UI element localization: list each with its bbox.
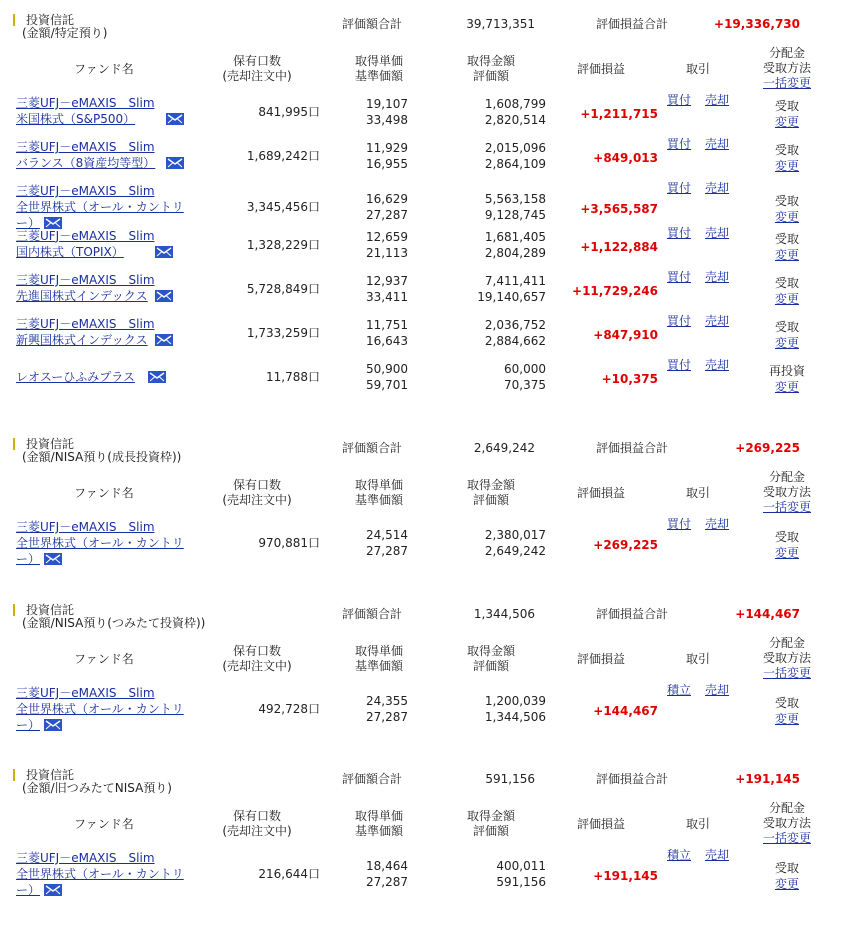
holding-units: 970,881口 [258, 536, 320, 550]
fund-name-link[interactable]: 米国株式（S&P500） [16, 112, 136, 126]
sell-link[interactable]: 売却 [705, 93, 730, 107]
sell-link[interactable]: 売却 [705, 848, 730, 862]
col-dist-method: 受取方法 [762, 816, 811, 830]
col-base-price: 基準価額 [354, 824, 403, 838]
dist-bulk-change-link[interactable]: 一括変更 [762, 500, 811, 514]
dist-method-value: 受取 [774, 99, 799, 113]
col-cost-amount: 取得金額 [466, 644, 515, 658]
mail-icon[interactable] [148, 371, 166, 383]
eval-amount: 9,128,745 [484, 208, 546, 223]
holding-units: 492,728口 [258, 702, 320, 716]
cost-unit-price: 18,464 [366, 859, 408, 873]
cost-unit-price: 16,629 [366, 192, 408, 207]
fund-name-link[interactable]: 三菱UFJ－eMAXIS Slim [16, 272, 155, 287]
col-dist: 分配金 [768, 470, 805, 484]
col-gain: 評価損益 [577, 652, 626, 666]
cost-amount: 1,608,799 [484, 97, 546, 111]
base-price: 16,643 [366, 334, 408, 348]
base-price: 27,287 [366, 544, 408, 558]
fund-name-link[interactable]: 全世界株式（オール・カントリ [16, 200, 184, 215]
fund-name-link[interactable]: ー） [16, 552, 41, 566]
fund-name-link[interactable]: 三菱UFJ－eMAXIS Slim [16, 851, 155, 865]
eval-amount: 591,156 [496, 875, 546, 889]
col-cost-amount: 取得金額 [466, 809, 515, 823]
col-gain: 評価損益 [577, 62, 626, 76]
total-gain-value: +144,467 [735, 607, 800, 621]
cost-unit-price: 50,900 [366, 362, 408, 377]
total-eval-label: 評価額合計 [342, 607, 403, 621]
holding-units: 216,644口 [258, 867, 320, 881]
eval-amount: 2,864,109 [484, 157, 546, 172]
total-eval-label: 評価額合計 [342, 441, 403, 455]
fund-name-link[interactable]: ー） [16, 216, 41, 231]
mail-icon[interactable] [166, 113, 184, 125]
fund-name-link[interactable]: 新興国株式インデックス [16, 333, 148, 347]
dist-change-link[interactable]: 変更 [774, 210, 799, 225]
fund-name-link[interactable]: 三菱UFJ－eMAXIS Slim [16, 184, 155, 199]
total-eval-value: 39,713,351 [466, 17, 535, 31]
section-marker [13, 438, 15, 450]
total-eval-value: 591,156 [485, 772, 535, 786]
dist-change-link[interactable]: 変更 [774, 115, 799, 129]
holding-units: 1,733,259口 [246, 326, 320, 340]
cost-amount: 1,200,039 [484, 694, 546, 708]
cost-amount: 5,563,158 [484, 192, 546, 207]
dist-method-value: 受取 [774, 320, 799, 334]
section-marker [13, 14, 15, 26]
col-cost-price: 取得単価 [354, 54, 403, 68]
fund-name-link[interactable]: 全世界株式（オール・カントリ [16, 702, 184, 716]
cost-unit-price: 24,355 [366, 694, 408, 708]
dist-method-value: 受取 [774, 194, 799, 209]
eval-amount: 2,820,514 [484, 113, 546, 127]
col-eval-amount: 評価額 [472, 493, 509, 507]
col-fund-name: ファンド名 [74, 817, 134, 831]
col-fund-name: ファンド名 [74, 652, 134, 666]
cost-unit-price: 24,514 [366, 528, 408, 542]
base-price: 33,411 [366, 289, 408, 304]
buy-link[interactable]: 買付 [667, 269, 692, 284]
base-price: 27,287 [366, 875, 408, 889]
dist-change-link[interactable]: 変更 [774, 712, 799, 726]
fund-name-link[interactable]: バランス（8資産均等型） [16, 156, 156, 171]
eval-amount: 2,884,662 [484, 334, 546, 348]
sell-link[interactable]: 売却 [705, 517, 730, 531]
col-eval-amount: 評価額 [472, 824, 509, 838]
col-units: 保有口数 [232, 809, 281, 823]
dist-change-link[interactable]: 変更 [774, 159, 799, 174]
sell-link[interactable]: 売却 [705, 358, 730, 373]
holding-units: 1,689,242口 [246, 149, 320, 164]
col-eval-amount: 評価額 [472, 69, 509, 83]
cost-amount: 2,380,017 [484, 528, 546, 542]
holding-units: 11,788口 [266, 370, 320, 385]
gain-value: +10,375 [601, 372, 658, 387]
eval-amount: 70,375 [504, 378, 546, 393]
base-price: 27,287 [366, 710, 408, 724]
dist-change-link[interactable]: 変更 [774, 380, 799, 395]
col-dist: 分配金 [768, 636, 805, 650]
col-dist-method: 受取方法 [762, 61, 811, 75]
col-fund-name: ファンド名 [74, 62, 134, 76]
sell-link[interactable]: 売却 [705, 225, 730, 240]
buy-link[interactable]: 買付 [667, 93, 692, 107]
buy-link[interactable]: 買付 [667, 181, 692, 196]
col-base-price: 基準価額 [354, 659, 403, 673]
eval-amount: 2,649,242 [484, 544, 546, 558]
buy-link[interactable]: 買付 [667, 358, 692, 373]
dist-change-link[interactable]: 変更 [774, 247, 799, 262]
gain-value: +144,467 [593, 704, 658, 718]
fund-name-link[interactable]: 三菱UFJ－eMAXIS Slim [16, 317, 155, 331]
sell-link[interactable]: 売却 [705, 137, 730, 152]
mail-icon[interactable] [44, 553, 62, 565]
base-price: 27,287 [366, 208, 408, 223]
sell-link[interactable]: 売却 [705, 269, 730, 284]
col-trade: 取引 [686, 817, 711, 831]
cost-amount: 60,000 [504, 362, 546, 377]
gain-value: +847,910 [593, 328, 658, 342]
gain-value: +3,565,587 [580, 202, 658, 217]
dist-method-value: 受取 [774, 231, 799, 246]
col-units-sub: (売却注文中) [222, 824, 292, 838]
buy-link[interactable]: 買付 [667, 517, 692, 531]
dist-method-value: 受取 [774, 530, 799, 544]
col-dist-method: 受取方法 [762, 651, 811, 665]
holding-units: 841,995口 [258, 105, 320, 119]
cost-unit-price: 11,751 [366, 318, 408, 332]
col-units-sub: (売却注文中) [222, 69, 292, 83]
section-title: 投資信託 [26, 13, 75, 27]
col-trade: 取引 [686, 652, 711, 666]
gain-value: +849,013 [593, 151, 658, 166]
col-cost-amount: 取得金額 [466, 478, 515, 492]
total-eval-value: 1,344,506 [473, 607, 535, 621]
cost-amount: 2,015,096 [484, 141, 546, 156]
col-fund-name: ファンド名 [74, 486, 134, 500]
total-eval-label: 評価額合計 [342, 772, 403, 786]
dist-change-link[interactable]: 変更 [774, 877, 799, 891]
fund-name-link[interactable]: 三菱UFJ－eMAXIS Slim [16, 96, 155, 110]
mail-icon[interactable] [155, 246, 173, 258]
col-units-sub: (売却注文中) [222, 659, 292, 673]
buy-link[interactable]: 積立 [667, 848, 692, 862]
holding-units: 1,328,229口 [246, 237, 320, 252]
col-cost-price: 取得単価 [354, 644, 403, 658]
cost-amount: 2,036,752 [484, 318, 546, 332]
eval-amount: 19,140,657 [477, 289, 546, 304]
base-price: 59,701 [366, 378, 408, 393]
section-subtitle: (金額/旧つみたてNISA預り) [22, 781, 172, 795]
col-units: 保有口数 [232, 478, 281, 492]
col-units: 保有口数 [232, 54, 281, 68]
fund-name-link[interactable]: ー） [16, 883, 41, 897]
total-eval-label: 評価額合計 [342, 17, 403, 31]
cost-unit-price: 11,929 [366, 141, 408, 156]
gain-value: +269,225 [593, 538, 658, 552]
fund-name-link[interactable]: ー） [16, 718, 41, 732]
buy-link[interactable]: 買付 [667, 225, 692, 240]
fund-name-link[interactable]: 全世界株式（オール・カントリ [16, 867, 184, 881]
col-gain: 評価損益 [577, 486, 626, 500]
holding-units: 3,345,456口 [246, 200, 320, 215]
col-trade: 取引 [686, 62, 711, 76]
dist-bulk-change-link[interactable]: 一括変更 [762, 831, 811, 845]
section-title: 投資信託 [26, 603, 75, 617]
fund-name-link[interactable]: 先進国株式インデックス [16, 288, 148, 303]
col-dist: 分配金 [768, 46, 805, 60]
mail-icon[interactable] [155, 334, 173, 346]
dist-bulk-change-link[interactable]: 一括変更 [762, 666, 811, 680]
col-cost-price: 取得単価 [354, 809, 403, 823]
base-price: 21,113 [366, 245, 408, 260]
total-gain-value: +269,225 [735, 441, 800, 455]
total-gain-label: 評価損益合計 [596, 441, 669, 455]
fund-name-link[interactable]: 三菱UFJ－eMAXIS Slim [16, 520, 155, 534]
cost-amount: 7,411,411 [484, 273, 546, 288]
buy-link[interactable]: 買付 [667, 137, 692, 152]
sell-link[interactable]: 売却 [705, 683, 730, 697]
total-eval-value: 2,649,242 [473, 441, 535, 455]
col-dist-method: 受取方法 [762, 485, 811, 499]
gain-value: +1,211,715 [580, 107, 658, 121]
fund-name-link[interactable]: 国内株式（TOPIX） [16, 244, 124, 259]
mail-icon[interactable] [44, 719, 62, 731]
section-subtitle: (金額/NISA預り(成長投資枠)) [22, 450, 182, 464]
fund-name-link[interactable]: 三菱UFJ－eMAXIS Slim [16, 228, 155, 243]
cost-amount: 1,681,405 [484, 229, 546, 244]
dist-change-link[interactable]: 変更 [774, 291, 799, 306]
sell-link[interactable]: 売却 [705, 181, 730, 196]
dist-method-value: 受取 [774, 275, 799, 290]
dist-change-link[interactable]: 変更 [774, 546, 799, 560]
section-subtitle: (金額/NISA預り(つみたて投資枠)) [22, 616, 206, 630]
section-marker [13, 769, 15, 781]
total-gain-value: +19,336,730 [714, 17, 800, 31]
dist-method-value: 受取 [774, 696, 799, 710]
col-gain: 評価損益 [577, 817, 626, 831]
fund-name-link[interactable]: レオスーひふみプラス [16, 370, 135, 385]
col-base-price: 基準価額 [354, 493, 403, 507]
col-dist: 分配金 [768, 801, 805, 815]
col-eval-amount: 評価額 [472, 659, 509, 673]
cost-amount: 400,011 [496, 859, 546, 873]
cost-unit-price: 12,659 [366, 229, 408, 244]
fund-name-link[interactable]: 三菱UFJ－eMAXIS Slim [16, 140, 155, 155]
total-gain-label: 評価損益合計 [596, 17, 669, 31]
col-base-price: 基準価額 [354, 69, 403, 83]
gain-value: +1,122,884 [580, 239, 658, 254]
total-gain-label: 評価損益合計 [596, 772, 669, 786]
mail-icon[interactable] [44, 884, 62, 896]
col-units-sub: (売却注文中) [222, 493, 292, 507]
section-title: 投資信託 [26, 768, 75, 782]
cost-unit-price: 12,937 [366, 273, 408, 288]
base-price: 33,498 [366, 113, 408, 127]
section-subtitle: (金額/特定預り) [22, 26, 108, 40]
dist-change-link[interactable]: 変更 [774, 336, 799, 350]
section-marker [13, 604, 15, 616]
col-units: 保有口数 [232, 644, 281, 658]
mail-icon[interactable] [166, 157, 184, 169]
eval-amount: 1,344,506 [484, 710, 546, 724]
col-trade: 取引 [686, 486, 711, 500]
total-gain-value: +191,145 [735, 772, 800, 786]
dist-method-value: 再投資 [768, 364, 805, 379]
sell-link[interactable]: 売却 [705, 314, 730, 328]
mail-icon[interactable] [155, 290, 173, 302]
cost-unit-price: 19,107 [366, 97, 408, 111]
total-gain-label: 評価損益合計 [596, 607, 669, 621]
gain-value: +191,145 [593, 869, 658, 883]
dist-method-value: 受取 [774, 861, 799, 875]
section-title: 投資信託 [26, 437, 75, 451]
eval-amount: 2,804,289 [484, 245, 546, 260]
dist-bulk-change-link[interactable]: 一括変更 [762, 76, 811, 90]
buy-link[interactable]: 積立 [667, 683, 692, 697]
base-price: 16,955 [366, 157, 408, 172]
holding-units: 5,728,849口 [246, 281, 320, 296]
fund-name-link[interactable]: 全世界株式（オール・カントリ [16, 536, 184, 550]
dist-method-value: 受取 [774, 143, 799, 158]
fund-name-link[interactable]: 三菱UFJ－eMAXIS Slim [16, 686, 155, 700]
buy-link[interactable]: 買付 [667, 314, 692, 328]
col-cost-price: 取得単価 [354, 478, 403, 492]
gain-value: +11,729,246 [572, 283, 658, 298]
col-cost-amount: 取得金額 [466, 54, 515, 68]
